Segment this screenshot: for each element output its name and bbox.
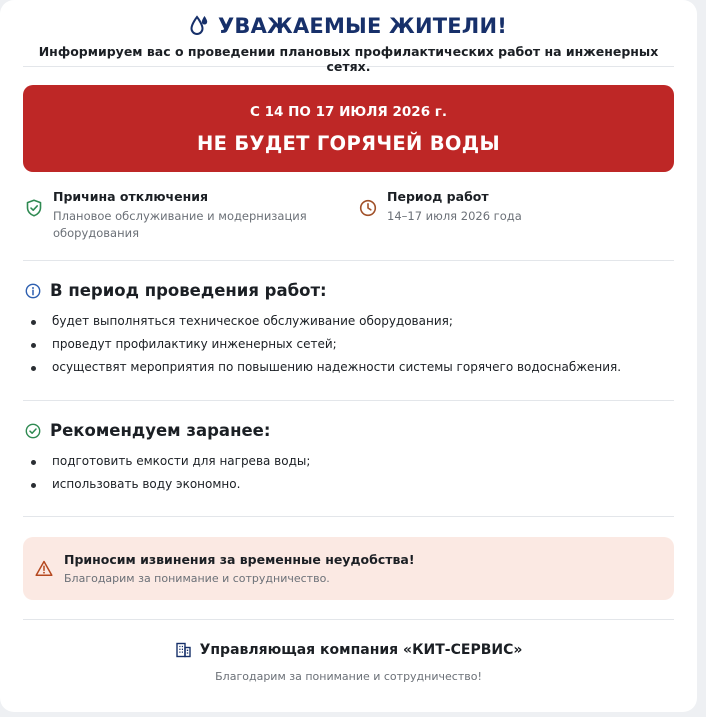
reason-title: Причина отключения xyxy=(53,189,209,204)
recommend-heading xyxy=(25,421,674,440)
reason-text-line2: оборудования xyxy=(53,226,139,240)
details-row xyxy=(23,172,674,260)
reason-block xyxy=(23,189,359,260)
divider xyxy=(23,516,674,517)
header xyxy=(23,0,674,74)
page-title: УВАЖАЕМЫЕ ЖИТЕЛИ! xyxy=(217,14,507,38)
banner-message: НЕ БУДЕТ ГОРЯЧЕЙ ВОДЫ xyxy=(197,132,500,155)
outage-banner xyxy=(23,85,674,172)
works-list xyxy=(23,310,674,379)
reason-content xyxy=(53,189,307,260)
check-circle-icon xyxy=(25,423,41,439)
works-title: В период проведения работ: xyxy=(50,281,327,300)
info-icon xyxy=(25,283,41,299)
list-item: осуществят мероприятия по повышению надежности системы горячего водоснабжения. xyxy=(23,356,674,379)
reason-text-line1: Плановое обслуживание и модернизация xyxy=(53,209,307,223)
period-title: Период работ xyxy=(387,189,489,204)
notice-text: Благодарим за понимание и сотрудничество. xyxy=(64,572,330,585)
title-row xyxy=(23,14,674,38)
apology-notice xyxy=(23,537,674,600)
recommend-section xyxy=(23,401,674,516)
warning-icon xyxy=(35,560,53,577)
list-item: использовать воду экономно. xyxy=(23,473,674,496)
works-heading xyxy=(25,281,674,300)
recommend-list xyxy=(23,450,674,496)
list-item: будет выполняться техническое обслуживание оборудования; xyxy=(23,310,674,333)
notice-title: Приносим извинения за временные неудобства! xyxy=(64,552,415,567)
recommend-title: Рекомендуем заранее: xyxy=(50,421,271,440)
list-item: подготовить емкости для нагрева воды; xyxy=(23,450,674,473)
company-row xyxy=(23,641,674,658)
page-subtitle: Информируем вас о проведении плановых профилактических работ на инженерных сетях. xyxy=(38,44,659,74)
works-section xyxy=(23,261,674,400)
period-content xyxy=(387,189,522,260)
shield-check-icon xyxy=(25,199,43,217)
water-drops-icon xyxy=(190,15,210,37)
list-item: проведут профилактику инженерных сетей; xyxy=(23,333,674,356)
company-name: Управляющая компания «КИТ-СЕРВИС» xyxy=(199,641,523,658)
period-text: 14–17 июля 2026 года xyxy=(387,209,522,223)
period-block xyxy=(359,189,522,260)
notice-content xyxy=(64,552,415,585)
building-icon xyxy=(175,641,192,658)
clock-icon xyxy=(359,199,377,217)
footer xyxy=(23,620,674,683)
banner-dates: С 14 ПО 17 ИЮЛЯ 2026 г. xyxy=(250,104,447,120)
footer-thanks: Благодарим за понимание и сотрудничество! xyxy=(215,670,482,683)
